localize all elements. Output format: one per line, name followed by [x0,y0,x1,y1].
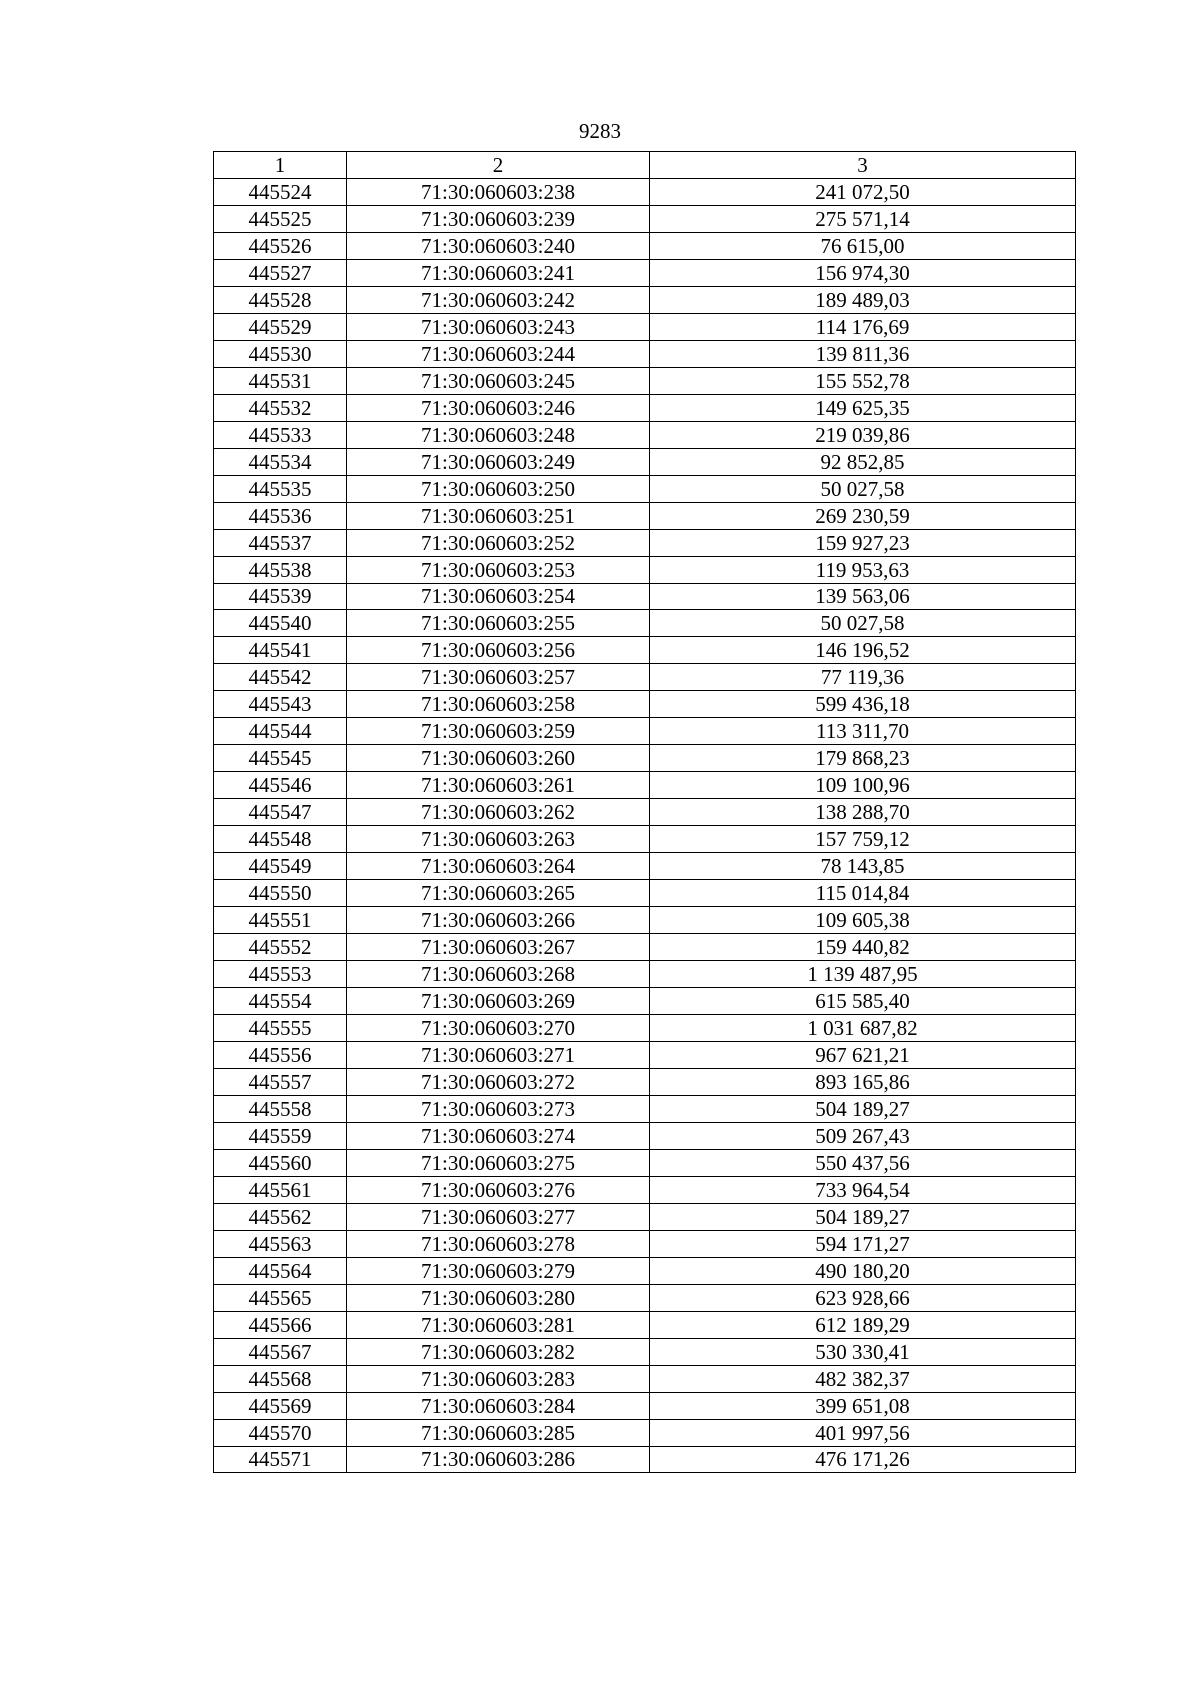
row-number-cell: 445555 [214,1015,347,1042]
table-row [214,880,1076,907]
table-row [214,583,1076,610]
table-row [214,1041,1076,1068]
cadastral-number-cell: 71:30:060603:261 [347,772,650,799]
row-number-cell: 445569 [214,1392,347,1419]
cadastral-value-cell: 109 100,96 [650,772,1076,799]
cadastral-number-cell: 71:30:060603:253 [347,556,650,583]
cadastral-value-cell: 594 171,27 [650,1230,1076,1257]
row-number-cell: 445524 [214,178,347,205]
row-number-cell: 445563 [214,1230,347,1257]
table-row [214,1257,1076,1284]
cadastral-number-cell: 71:30:060603:264 [347,853,650,880]
cadastral-value-cell: 115 014,84 [650,880,1076,907]
table-row [214,1365,1076,1392]
cadastral-number-cell: 71:30:060603:254 [347,583,650,610]
cadastral-number-cell: 71:30:060603:242 [347,286,650,313]
cadastral-number-cell: 71:30:060603:248 [347,421,650,448]
row-number-cell: 445568 [214,1365,347,1392]
row-number-cell: 445548 [214,826,347,853]
table-body [214,178,1076,1473]
cadastral-value-cell: 490 180,20 [650,1257,1076,1284]
table-row [214,637,1076,664]
cadastral-number-cell: 71:30:060603:257 [347,664,650,691]
table-row [214,367,1076,394]
row-number-cell: 445534 [214,448,347,475]
row-number-cell: 445536 [214,502,347,529]
cadastral-number-cell: 71:30:060603:274 [347,1122,650,1149]
table-row [214,934,1076,961]
table-row [214,610,1076,637]
cadastral-number-cell: 71:30:060603:281 [347,1311,650,1338]
cadastral-number-cell: 71:30:060603:272 [347,1068,650,1095]
cadastral-number-cell: 71:30:060603:275 [347,1149,650,1176]
cadastral-number-cell: 71:30:060603:245 [347,367,650,394]
cadastral-value-cell: 504 189,27 [650,1203,1076,1230]
cadastral-number-cell: 71:30:060603:258 [347,691,650,718]
header-row [214,152,1076,179]
row-number-cell: 445547 [214,799,347,826]
cadastral-value-cell: 77 119,36 [650,664,1076,691]
cadastral-value-cell: 156 974,30 [650,259,1076,286]
cadastral-number-cell: 71:30:060603:239 [347,205,650,232]
cadastral-number-cell: 71:30:060603:251 [347,502,650,529]
page-number: 9283 [579,119,621,143]
row-number-cell: 445561 [214,1176,347,1203]
table-row [214,853,1076,880]
row-number-cell: 445527 [214,259,347,286]
cadastral-number-cell: 71:30:060603:263 [347,826,650,853]
cadastral-value-cell: 967 621,21 [650,1041,1076,1068]
cadastral-value-cell: 399 651,08 [650,1392,1076,1419]
row-number-cell: 445541 [214,637,347,664]
row-number-cell: 445550 [214,880,347,907]
row-number-cell: 445528 [214,286,347,313]
row-number-cell: 445532 [214,394,347,421]
table-row [214,718,1076,745]
row-number-cell: 445545 [214,745,347,772]
table-row [214,1095,1076,1122]
table-row [214,556,1076,583]
cadastral-number-cell: 71:30:060603:256 [347,637,650,664]
cadastral-value-cell: 550 437,56 [650,1149,1076,1176]
cadastral-value-cell: 275 571,14 [650,205,1076,232]
cadastral-value-cell: 114 176,69 [650,313,1076,340]
row-number-cell: 445544 [214,718,347,745]
cadastral-value-cell: 149 625,35 [650,394,1076,421]
table-row [214,340,1076,367]
cadastral-value-cell: 401 997,56 [650,1419,1076,1446]
cadastral-number-cell: 71:30:060603:284 [347,1392,650,1419]
cadastral-number-cell: 71:30:060603:265 [347,880,650,907]
cadastral-value-cell: 50 027,58 [650,610,1076,637]
row-number-cell: 445559 [214,1122,347,1149]
table-row [214,1203,1076,1230]
row-number-cell: 445542 [214,664,347,691]
cadastral-value-cell: 615 585,40 [650,988,1076,1015]
row-number-cell: 445565 [214,1284,347,1311]
row-number-cell: 445557 [214,1068,347,1095]
cadastral-number-cell: 71:30:060603:276 [347,1176,650,1203]
table-header [214,152,1076,179]
cadastral-number-cell: 71:30:060603:286 [347,1446,650,1473]
row-number-cell: 445526 [214,232,347,259]
cadastral-number-cell: 71:30:060603:241 [347,259,650,286]
table-row [214,772,1076,799]
table-row [214,907,1076,934]
cadastral-value-cell: 599 436,18 [650,691,1076,718]
cadastral-value-cell: 219 039,86 [650,421,1076,448]
cadastral-number-cell: 71:30:060603:279 [347,1257,650,1284]
table-row [214,1015,1076,1042]
row-number-cell: 445558 [214,1095,347,1122]
row-number-cell: 445551 [214,907,347,934]
row-number-cell: 445539 [214,583,347,610]
table-row [214,313,1076,340]
cadastral-number-cell: 71:30:060603:269 [347,988,650,1015]
cadastral-value-cell: 189 489,03 [650,286,1076,313]
cadastral-number-cell: 71:30:060603:277 [347,1203,650,1230]
row-number-cell: 445530 [214,340,347,367]
cadastral-value-cell: 504 189,27 [650,1095,1076,1122]
table-row [214,1176,1076,1203]
row-number-cell: 445535 [214,475,347,502]
cadastral-number-cell: 71:30:060603:282 [347,1338,650,1365]
table-row [214,664,1076,691]
cadastral-number-cell: 71:30:060603:267 [347,934,650,961]
cadastral-number-cell: 71:30:060603:252 [347,529,650,556]
cadastral-number-cell: 71:30:060603:285 [347,1419,650,1446]
table-row [214,1230,1076,1257]
cadastral-number-cell: 71:30:060603:273 [347,1095,650,1122]
table-row [214,1311,1076,1338]
table-row [214,502,1076,529]
row-number-cell: 445566 [214,1311,347,1338]
cadastral-number-cell: 71:30:060603:268 [347,961,650,988]
cadastral-value-cell: 530 330,41 [650,1338,1076,1365]
cadastral-value-cell: 155 552,78 [650,367,1076,394]
cadastral-value-cell: 139 811,36 [650,340,1076,367]
cadastral-number-cell: 71:30:060603:270 [347,1015,650,1042]
cadastral-number-cell: 71:30:060603:238 [347,178,650,205]
row-number-cell: 445553 [214,961,347,988]
cadastral-value-cell: 612 189,29 [650,1311,1076,1338]
table-row [214,529,1076,556]
row-number-cell: 445540 [214,610,347,637]
table-row [214,1149,1076,1176]
row-number-cell: 445543 [214,691,347,718]
cadastral-value-cell: 509 267,43 [650,1122,1076,1149]
cadastral-value-cell: 179 868,23 [650,745,1076,772]
row-number-cell: 445564 [214,1257,347,1284]
cadastral-value-cell: 893 165,86 [650,1068,1076,1095]
table-row [214,1419,1076,1446]
cadastral-value-cell: 92 852,85 [650,448,1076,475]
row-number-cell: 445538 [214,556,347,583]
cadastral-number-cell: 71:30:060603:244 [347,340,650,367]
table-row [214,799,1076,826]
table-row [214,745,1076,772]
table-row [214,286,1076,313]
column-header-2: 2 [347,152,650,179]
table-row [214,259,1076,286]
row-number-cell: 445570 [214,1419,347,1446]
cadastral-value-cell: 113 311,70 [650,718,1076,745]
row-number-cell: 445533 [214,421,347,448]
cadastral-number-cell: 71:30:060603:260 [347,745,650,772]
cadastral-value-cell: 476 171,26 [650,1446,1076,1473]
row-number-cell: 445529 [214,313,347,340]
table-row [214,961,1076,988]
cadastral-value-cell: 50 027,58 [650,475,1076,502]
cadastral-number-cell: 71:30:060603:250 [347,475,650,502]
row-number-cell: 445537 [214,529,347,556]
cadastral-value-cell: 157 759,12 [650,826,1076,853]
cadastral-value-cell: 119 953,63 [650,556,1076,583]
cadastral-value-table [213,151,1076,1473]
cadastral-value-cell: 138 288,70 [650,799,1076,826]
cadastral-number-cell: 71:30:060603:278 [347,1230,650,1257]
table-row [214,448,1076,475]
row-number-cell: 445531 [214,367,347,394]
cadastral-value-cell: 76 615,00 [650,232,1076,259]
cadastral-value-cell: 733 964,54 [650,1176,1076,1203]
table-row [214,1446,1076,1473]
cadastral-number-cell: 71:30:060603:249 [347,448,650,475]
row-number-cell: 445571 [214,1446,347,1473]
cadastral-value-cell: 146 196,52 [650,637,1076,664]
cadastral-value-cell: 1 139 487,95 [650,961,1076,988]
cadastral-value-cell: 241 072,50 [650,178,1076,205]
cadastral-number-cell: 71:30:060603:271 [347,1041,650,1068]
table-row [214,988,1076,1015]
row-number-cell: 445567 [214,1338,347,1365]
row-number-cell: 445546 [214,772,347,799]
row-number-cell: 445562 [214,1203,347,1230]
column-header-1: 1 [214,152,347,179]
cadastral-value-cell: 159 927,23 [650,529,1076,556]
cadastral-number-cell: 71:30:060603:262 [347,799,650,826]
table-row [214,1284,1076,1311]
row-number-cell: 445556 [214,1041,347,1068]
cadastral-value-cell: 482 382,37 [650,1365,1076,1392]
cadastral-number-cell: 71:30:060603:280 [347,1284,650,1311]
cadastral-number-cell: 71:30:060603:255 [347,610,650,637]
row-number-cell: 445525 [214,205,347,232]
cadastral-number-cell: 71:30:060603:246 [347,394,650,421]
table-row [214,205,1076,232]
cadastral-value-cell: 109 605,38 [650,907,1076,934]
cadastral-value-cell: 623 928,66 [650,1284,1076,1311]
cadastral-number-cell: 71:30:060603:283 [347,1365,650,1392]
cadastral-number-cell: 71:30:060603:259 [347,718,650,745]
table-row [214,1338,1076,1365]
table-row [214,1392,1076,1419]
cadastral-number-cell: 71:30:060603:240 [347,232,650,259]
row-number-cell: 445554 [214,988,347,1015]
cadastral-number-cell: 71:30:060603:266 [347,907,650,934]
cadastral-value-cell: 1 031 687,82 [650,1015,1076,1042]
table-row [214,475,1076,502]
table-row [214,232,1076,259]
cadastral-value-cell: 159 440,82 [650,934,1076,961]
table-row [214,178,1076,205]
column-header-3: 3 [650,152,1076,179]
table-row [214,826,1076,853]
table-row [214,1068,1076,1095]
cadastral-value-cell: 269 230,59 [650,502,1076,529]
cadastral-value-cell: 139 563,06 [650,583,1076,610]
table-row [214,1122,1076,1149]
row-number-cell: 445552 [214,934,347,961]
cadastral-value-cell: 78 143,85 [650,853,1076,880]
row-number-cell: 445560 [214,1149,347,1176]
row-number-cell: 445549 [214,853,347,880]
cadastral-number-cell: 71:30:060603:243 [347,313,650,340]
table-row [214,691,1076,718]
table-row [214,421,1076,448]
table-row [214,394,1076,421]
